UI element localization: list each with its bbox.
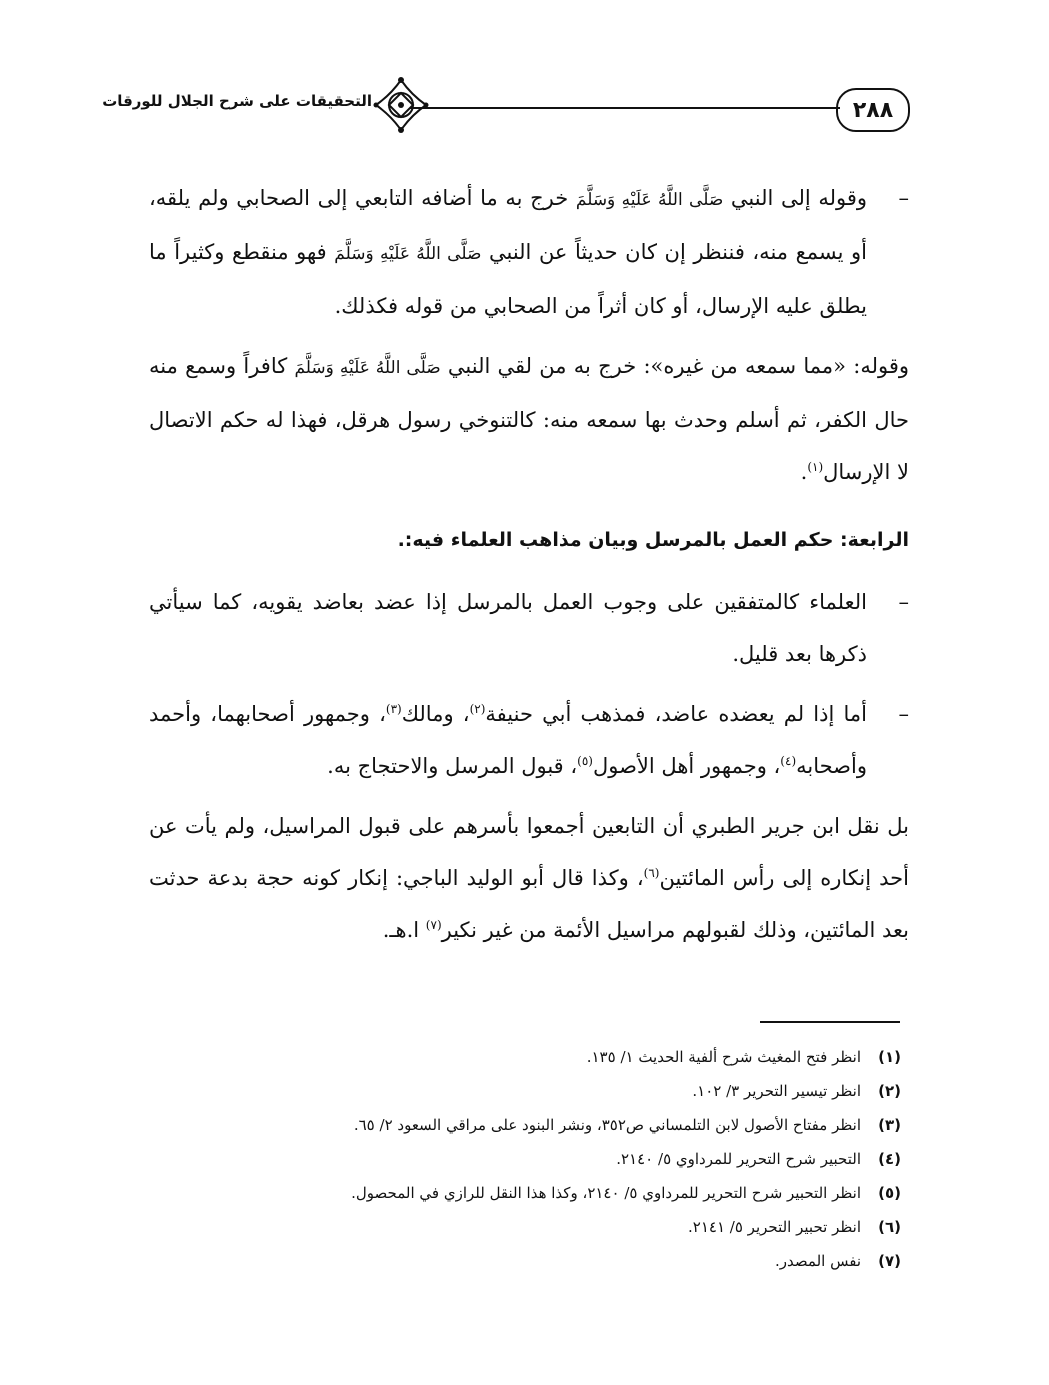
footnote-text: انظر فتح المغيث شرح ألفية الحديث ١/ ١٣٥. <box>586 1048 861 1066</box>
footnote-item <box>141 1176 901 1210</box>
footnote-ref[interactable]: (٤) <box>780 754 797 768</box>
footnote-text: التحبير شرح التحرير للمرداوي ٥/ ٢١٤٠. <box>616 1150 861 1168</box>
footnote-text: انظر تيسير التحرير ٣/ ١٠٢. <box>692 1082 861 1100</box>
footnote-number: (١) <box>878 1048 901 1066</box>
text-segment: العلماء كالمتفقين على وجوب العمل بالمرسل إذا عضد بعاضد يقويه، كما سيأتي ذكرها بعد قليل. <box>149 590 867 666</box>
text-segment: كافراً وسمع منه حال الكفر، ثم أسلم وحدث بها سمعه منه: كالتنوخي رسول هرقل، فهذا له حكم الاتصال لا الإرسال <box>149 354 909 484</box>
main-text <box>149 172 909 964</box>
footnote-item <box>141 1040 901 1074</box>
section-heading: الرابعة: حكم العمل بالمرسل وبيان مذاهب العلماء فيه:. <box>397 529 909 551</box>
footnote-ref[interactable]: (٢) <box>469 702 486 716</box>
footnote-item <box>141 1074 901 1108</box>
paragraph <box>149 340 909 498</box>
running-header <box>102 72 910 136</box>
bullet-paragraph <box>149 576 909 680</box>
footnote-item <box>141 1142 901 1176</box>
blessing-phrase: صَلَّى اللَّهُ عَلَيْهِ وَسَلَّمَ <box>294 358 441 378</box>
footnote-ref[interactable]: (٦) <box>643 866 660 880</box>
footnote-ref[interactable]: (١) <box>807 460 824 474</box>
text-segment: ، ومالك <box>401 702 470 726</box>
text-segment: خرج به ما أضافه التابعي إلى الصحابي ولم يلقه، أو يسمع منه، فننظر إن كان حديثاً عن النبي <box>149 186 868 264</box>
footnotes <box>141 1040 901 1278</box>
footnote-number: (٣) <box>878 1116 901 1134</box>
blessing-phrase: صَلَّى اللَّهُ عَلَيْهِ وَسَلَّمَ <box>334 244 482 264</box>
bullet-paragraph <box>149 688 909 792</box>
footnote-divider <box>760 1021 900 1023</box>
page-number: ٢٨٨ <box>836 88 910 132</box>
paragraph <box>149 800 909 956</box>
bullet-dash: – <box>898 702 909 726</box>
footnote-number: (٦) <box>878 1218 901 1236</box>
text-segment: ، وجمهور أصحابهما، وأحمد وأصحابه <box>149 702 867 778</box>
text-segment: وقوله إلى النبي <box>723 186 868 210</box>
text-segment: ا.هـ. <box>382 918 426 942</box>
bullet-dash: – <box>898 186 909 210</box>
text-segment: ، قبول المرسل والاحتجاج به. <box>327 754 578 778</box>
footnote-number: (٢) <box>878 1082 901 1100</box>
text-segment: وقوله: «مما سمعه من غيره»: خرج به من لقي النبي <box>440 354 909 378</box>
bullet-paragraph <box>149 172 909 332</box>
text-segment: أما إذا لم يعضده عاضد، فمذهب أبي حنيفة <box>485 702 867 726</box>
footnote-number: (٧) <box>878 1252 901 1270</box>
bullet-dash: – <box>898 590 909 614</box>
footnote-number: (٤) <box>878 1150 901 1168</box>
footnote-text: انظر تحبير التحرير ٥/ ٢١٤١. <box>688 1218 861 1236</box>
ornament-icon <box>372 76 430 134</box>
footnote-number: (٥) <box>878 1184 901 1202</box>
text-segment: ، وكذا قال أبو الوليد الباجي: إنكار كونه حجة بدعة حدثت بعد المائتين، وذلك لقبولهم مراسيل الأئمة من غير نكير <box>149 866 909 942</box>
footnote-ref[interactable]: (٣) <box>385 702 402 716</box>
footnote-item <box>141 1108 901 1142</box>
text-segment: بل نقل ابن جرير الطبري أن التابعين أجمعوا بأسرهم على قبول المراسيل، ولم يأت عن أحد إنكاره إلى رأس المائتين <box>149 814 910 890</box>
footnote-ref[interactable]: (٧) <box>425 918 442 932</box>
footnote-item <box>141 1244 901 1278</box>
footnote-item <box>141 1210 901 1244</box>
text-segment: ، وجمهور أهل الأصول <box>592 754 781 778</box>
footnote-ref[interactable]: (٥) <box>577 754 593 768</box>
footnote-text: انظر مفتاح الأصول لابن التلمساني ص٣٥٢، ونشر البنود على مراقي السعود ٢/ ٦٥. <box>353 1116 861 1134</box>
text-segment: . <box>800 460 808 484</box>
text-segment: فهو منقطع وكثيراً ما يطلق عليه الإرسال، أو كان أثراً من الصحابي من قوله فكذلك. <box>149 240 867 318</box>
footnote-text: انظر التحبير شرح التحرير للمرداوي ٥/ ٢١٤٠، وكذا هذا النقل للرازي في المحصول. <box>351 1184 861 1202</box>
book-title: التحقيقات على شرح الجلال للورقات <box>102 92 372 110</box>
blessing-phrase: صَلَّى اللَّهُ عَلَيْهِ وَسَلَّمَ <box>575 190 724 210</box>
header-rule <box>410 107 840 109</box>
footnote-text: نفس المصدر. <box>775 1252 861 1270</box>
